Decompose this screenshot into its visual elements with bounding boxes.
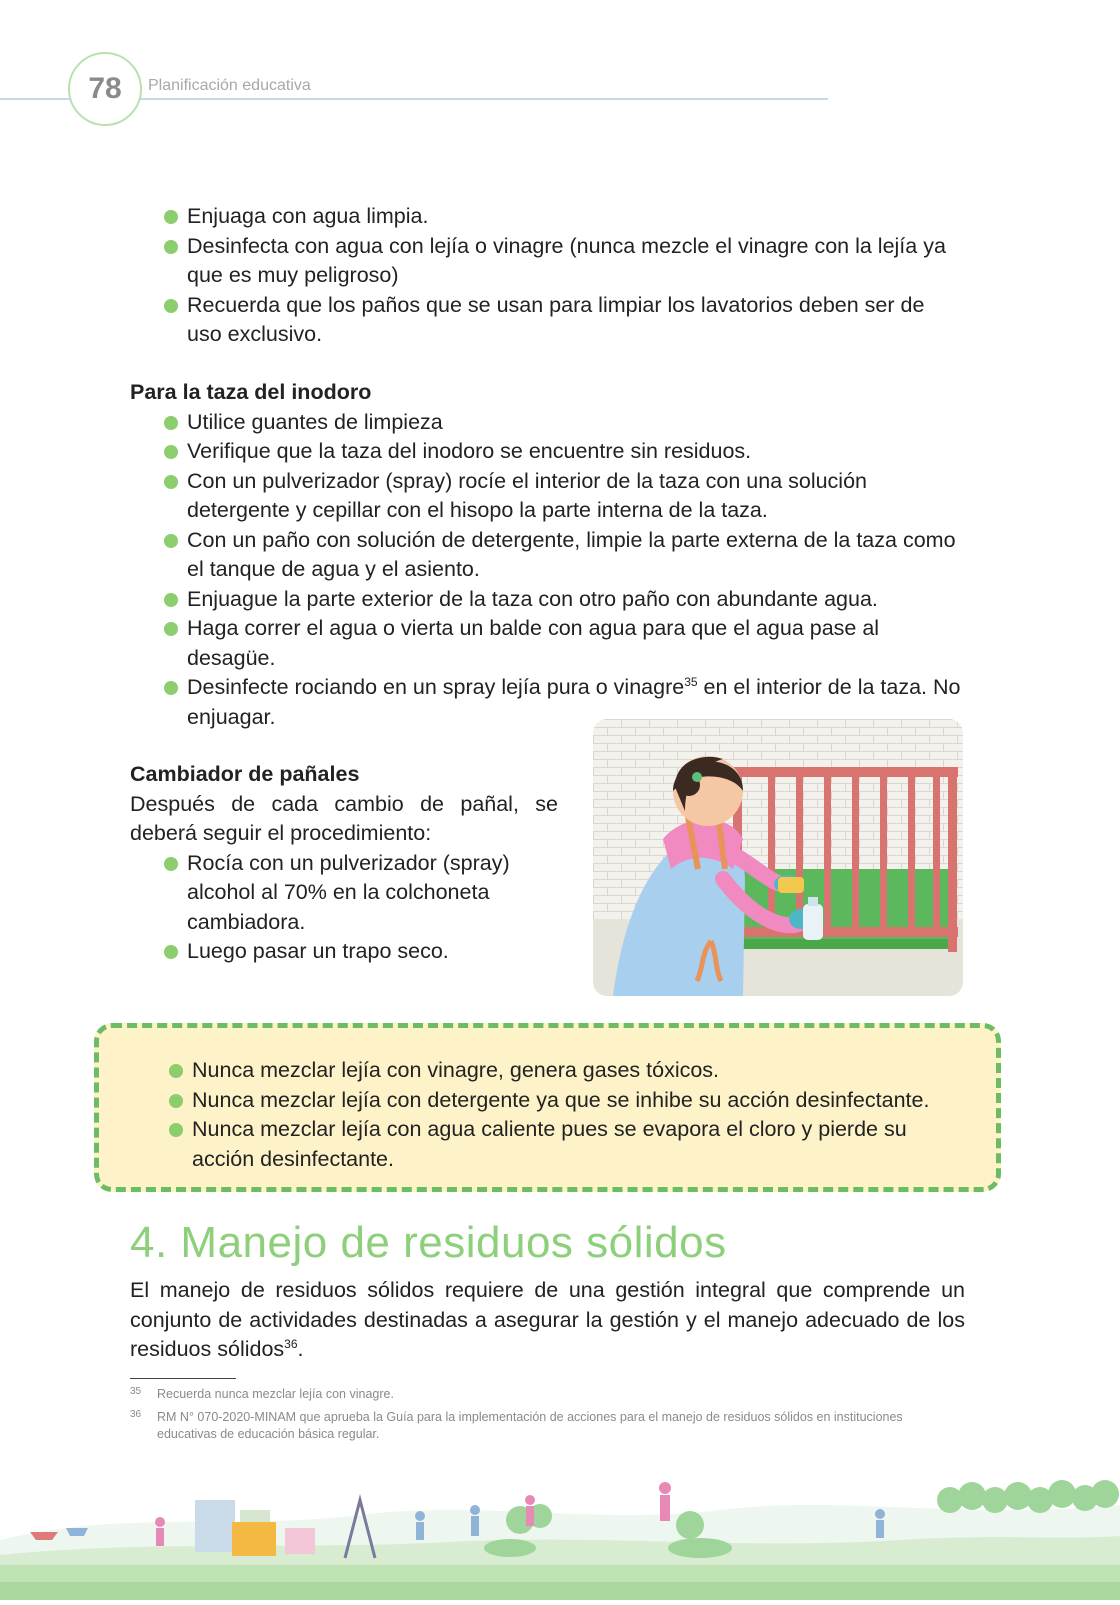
green-dot-icon: [164, 534, 178, 548]
list-item: Nunca mezclar lejía con detergente ya que se inhibe su acción desinfectante.: [135, 1086, 955, 1116]
footnote: [130, 1409, 965, 1443]
warning-list-wrap: [135, 1056, 955, 1174]
list-item: Verifique que la taza del inodoro se encuentre sin residuos.: [130, 437, 965, 467]
footnote-text: RM N° 070-2020-MINAM que aprueba la Guía para la implementación de acciones para el manejo de residuos sólidos en instituciones educativas de educación básica regular.: [157, 1410, 903, 1441]
green-dot-icon: [164, 945, 178, 959]
list-item: Utilice guantes de limpieza: [130, 408, 965, 438]
footnote-ref: 35: [684, 674, 698, 689]
list-item: Haga correr el agua o vierta un balde con agua para que el agua pase al desagüe.: [130, 614, 965, 673]
list-item: Desinfecte rociando en un spray lejía pura o vinagre$^{35}$ en el interior de la taza. No enjuagar.: [130, 673, 965, 732]
warning-box: [94, 1023, 1001, 1192]
footnote-ref: 36: [284, 1336, 298, 1351]
green-dot-icon: [164, 622, 178, 636]
changer-intro: Después de cada cambio de pañal, se deberá seguir el procedimiento:: [130, 791, 558, 845]
changer-heading: Cambiador de pañales: [130, 762, 360, 786]
list-item: Nunca mezclar lejía con vinagre, genera gases tóxicos.: [135, 1056, 955, 1086]
list-item: Recuerda que los paños que se usan para limpiar los lavatorios deben ser de uso exclusivo.: [130, 291, 965, 350]
landscape-svg: [0, 1470, 1120, 1600]
green-dot-icon: [164, 210, 178, 224]
green-dot-icon: [164, 299, 178, 313]
woman-cleaning-crib-illustration: [593, 719, 963, 996]
green-dot-icon: [169, 1094, 183, 1108]
page-number: 78: [68, 52, 142, 126]
warning-list: [135, 1056, 955, 1174]
green-dot-icon: [169, 1064, 183, 1078]
footnote-number: 35: [130, 1386, 142, 1397]
list-item: Desinfecta con agua con lejía o vinagre (nunca mezcle el vinagre con la lejía ya que es muy peligroso): [130, 232, 965, 291]
list-item: Enjuaga con agua limpia.: [130, 202, 965, 232]
green-dot-icon: [164, 593, 178, 607]
list-item: Rocía con un pulverizador (spray) alcohol al 70% en la colchoneta cambiadora.: [130, 849, 558, 938]
toilet-heading: Para la taza del inodoro: [130, 380, 372, 404]
section-body: El manejo de residuos sólidos requiere de una gestión integral que comprende un conjunto de actividades destinadas a asegurar la gestión y el manejo adecuado de los residuos sólidos$^{36}$.: [130, 1278, 965, 1361]
running-head: Planificación educativa: [148, 77, 311, 94]
green-dot-icon: [164, 445, 178, 459]
toilet-section: [130, 378, 965, 732]
footnote-rule: [130, 1378, 236, 1379]
green-dot-icon: [164, 240, 178, 254]
list-item: Enjuague la parte exterior de la taza con otro paño con abundante agua.: [130, 585, 965, 615]
footnote-number: 36: [130, 1409, 142, 1420]
list-item: Nunca mezclar lejía con agua caliente pues se evapora el cloro y pierde su acción desinfectante.: [135, 1115, 955, 1174]
green-dot-icon: [169, 1123, 183, 1137]
footnote-text: Recuerda nunca mezclar lejía con vinagre.: [157, 1387, 394, 1401]
list-item: Luego pasar un trapo seco.: [130, 937, 558, 967]
green-dot-icon: [164, 857, 178, 871]
green-dot-icon: [164, 475, 178, 489]
list-item: Con un paño con solución de detergente, limpie la parte externa de la taza como el tanque de agua y el asiento.: [130, 526, 965, 585]
green-dot-icon: [164, 416, 178, 430]
list-item: Con un pulverizador (spray) rocíe el interior de la taza con una solución detergente y cepillar con el hisopo la parte interna de la taza.: [130, 467, 965, 526]
illustration-svg: [593, 719, 963, 996]
intro-list: [130, 202, 965, 350]
section-title: 4. Manejo de residuos sólidos: [130, 1218, 727, 1267]
changer-section: [130, 760, 558, 967]
community-landscape-illustration: [0, 1470, 1120, 1600]
footnote: [130, 1386, 965, 1403]
green-dot-icon: [164, 681, 178, 695]
